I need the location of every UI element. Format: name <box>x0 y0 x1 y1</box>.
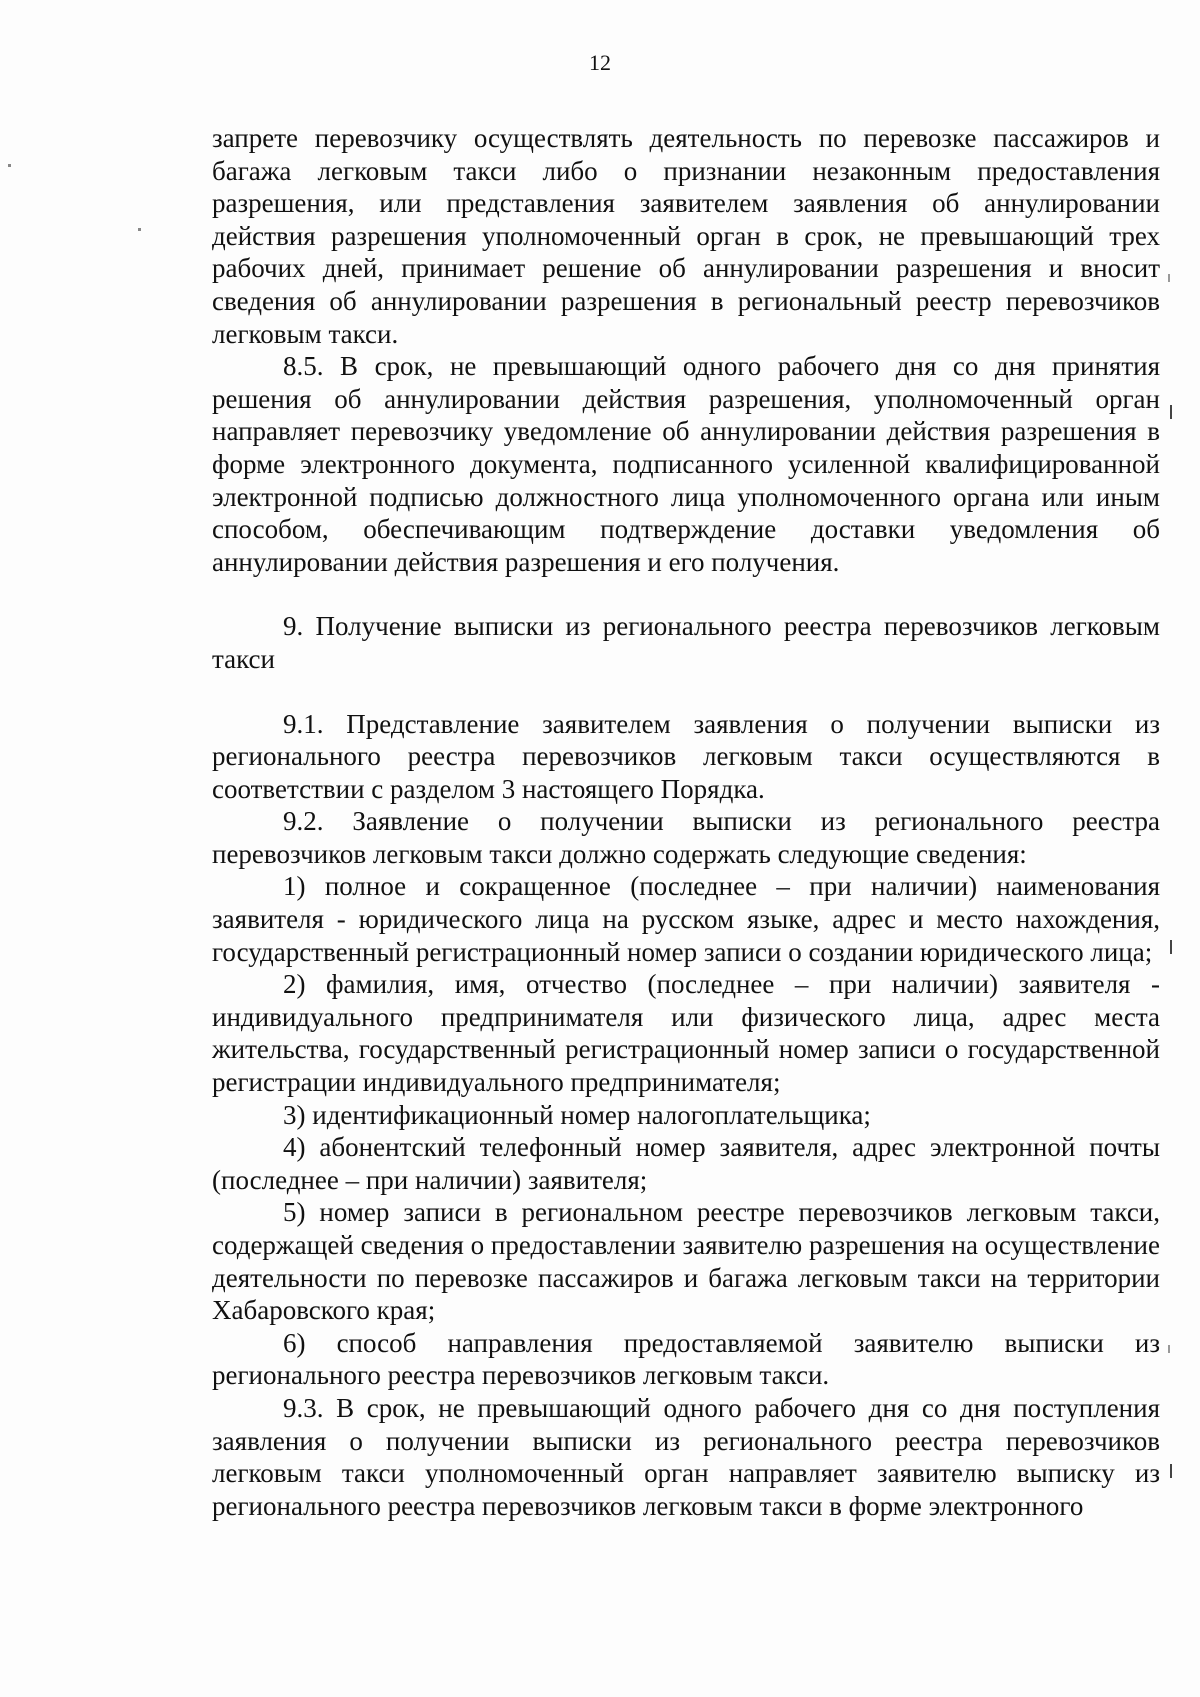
paragraph-8-5: 8.5. В срок, не превышающий одного рабочего дня со дня принятия решения об аннулировании действия разрешения, уполномоченный орган направляет перевозчику уведомление об аннулировании действия разрешения в форме электронного документа, подписанного усиленной квалифицированной электронной подписью должностного лица уполномоченного органа или иным способом, обеспечивающим подтверждение доставки уведомления об аннулировании действия разрешения и его получения. <box>212 351 1160 577</box>
paragraph-continuation: запрете перевозчику осуществлять деятельность по перевозке пассажиров и багажа легковым такси либо о признании незаконным предоставления разрешения, или представления заявителем заявления об аннулировании действия разрешения уполномоченный орган в срок, не превышающий трех рабочих дней, принимает решение об аннулировании разрешения и вносит сведения об аннулировании разрешения в региональный реестр перевозчиков легковым такси. <box>212 123 1160 349</box>
list-item-1: 1) полное и сокращенное (последнее – при наличии) наименования заявителя - юридического лица на русском языке, адрес и место нахождения, государственный регистрационный номер записи о создании юридического лица; <box>212 871 1160 967</box>
list-item-2: 2) фамилия, имя, отчество (последнее – при наличии) заявителя - индивидуального предпринимателя или физического лица, адрес места жительства, государственный регистрационный номер записи о государственной регистрации индивидуального предпринимателя; <box>212 969 1160 1098</box>
section-heading-9: 9. Получение выписки из регионального реестра перевозчиков легковым такси <box>212 611 1160 674</box>
scan-mark <box>1170 940 1172 954</box>
list-item-3: 3) идентификационный номер налогоплательщика; <box>283 1099 871 1130</box>
paragraph-9-2: 9.2. Заявление о получении выписки из регионального реестра перевозчиков легковым такси должно содержать следующие сведения: <box>212 806 1160 869</box>
document-body <box>212 122 1160 1522</box>
scan-mark <box>1170 1464 1172 1478</box>
scan-mark <box>138 228 141 231</box>
list-item-6: 6) способ направления предоставляемой заявителю выписки из регионального реестра перевозчиков легковым такси. <box>212 1327 1160 1391</box>
scan-mark <box>8 164 11 167</box>
page-number: 12 <box>589 50 611 75</box>
list-item-5: 5) номер записи в региональном реестре перевозчиков легковым такси, содержащей сведения о предоставлении заявителю разрешения на осуществление деятельности по перевозке пассажиров и багажа легковым такси на территории Хабаровского края; <box>212 1197 1160 1326</box>
paragraph-9-1: 9.1. Представление заявителем заявления о получении выписки из регионального реестра перевозчиков легковым такси осуществляются в соответствии с разделом 3 настоящего Порядка. <box>212 708 1160 804</box>
paragraph-9-3: 9.3. В срок, не превышающий одного рабочего дня со дня поступления заявления о получении выписки из регионального реестра перевозчиков легковым такси уполномоченный орган направляет заявителю выписку из регионального реестра перевозчиков легковым такси в форме электронного <box>212 1392 1160 1521</box>
list-item-4: 4) абонентский телефонный номер заявителя, адрес электронной почты (последнее – при наличии) заявителя; <box>212 1132 1160 1195</box>
scan-mark <box>1168 1345 1170 1353</box>
scan-mark <box>1170 405 1172 419</box>
scan-mark <box>1168 274 1170 282</box>
